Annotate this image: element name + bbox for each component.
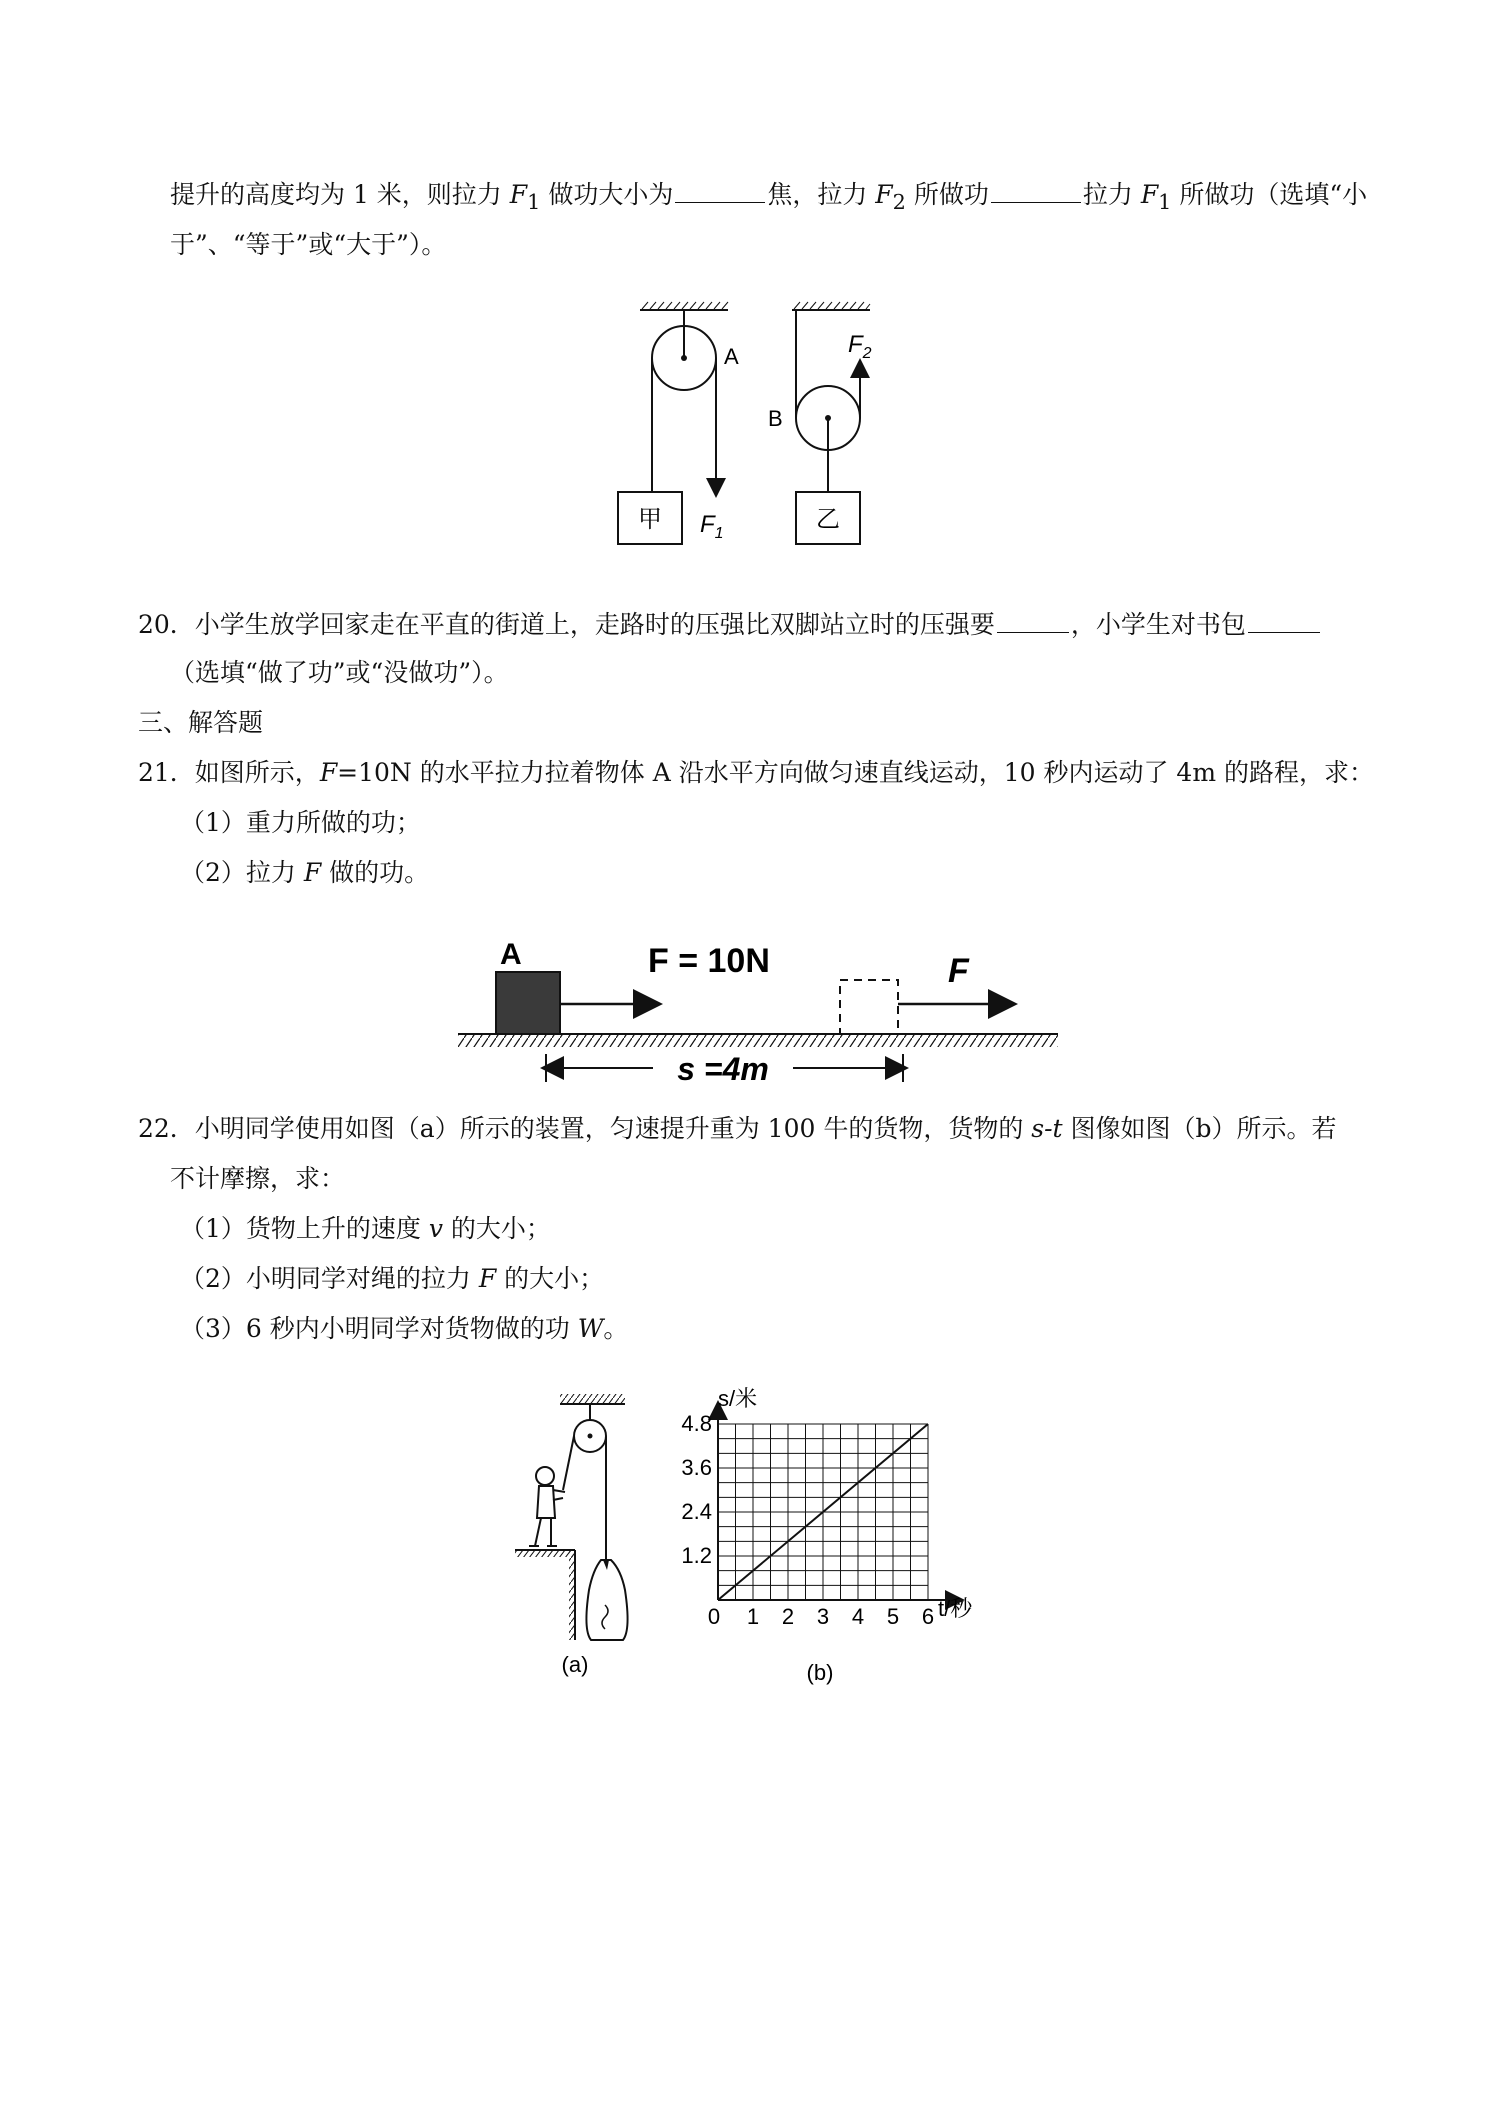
person-icon [529, 1467, 565, 1546]
pulley-figure [600, 300, 900, 555]
ground-hatch [458, 1035, 1058, 1047]
pull-figure [448, 930, 1068, 1090]
q21-line-1: 21．如图所示，F=10N 的水平拉力拉着物体 A 沿水平方向做匀速直线运动，10 秒内运动了 4m 的路程，求： [138, 758, 1374, 787]
label-f1: $F_1$ [700, 511, 724, 542]
q21-sub-2: （2）拉力 F 做的功。 [180, 858, 430, 887]
label-f2: $F_2$ [848, 331, 872, 362]
x-tick-label: 4 [851, 1604, 865, 1629]
y-tick-label: 2.4 [681, 1499, 712, 1524]
q19-line-1: 提升的高度均为 1 米，则拉力 $F_1$ 做功大小为 焦，拉力 $F_2$ 所做功 拉力 $F_1$ 所做功（选填“小 [170, 180, 1368, 214]
q20-line-1: 20．小学生放学回家走在平直的街道上，走路时的压强比双脚站立时的压强要 ，小学生对书包 [138, 608, 1322, 642]
distance-label: s =4m [677, 1051, 769, 1087]
box-yi-label: 乙 [816, 506, 840, 533]
answer-blank-compare[interactable] [991, 180, 1081, 203]
label-a: A [724, 344, 739, 369]
ceiling-left [640, 302, 728, 310]
block-a [496, 972, 560, 1034]
answer-blank-pressure[interactable] [997, 610, 1069, 633]
fixed-pulley-a [652, 310, 716, 492]
label-block-a: A [500, 938, 522, 971]
y-tick-label: 3.6 [681, 1455, 712, 1480]
q21-sub-1: （1）重力所做的功； [180, 808, 421, 837]
q22-line-1: 22．小明同学使用如图（a）所示的装置，匀速提升重为 100 牛的货物，货物的 s-t 图像如图（b）所示。若 [138, 1114, 1337, 1143]
cargo-bag-icon [586, 1560, 627, 1640]
figure-a-person-pulley [505, 1390, 645, 1680]
x-tick-label: 3 [816, 1604, 830, 1629]
figure-b-st-chart [660, 1380, 1000, 1690]
caption-a: (a) [561, 1652, 589, 1677]
chart-xlabel: t/秒 [938, 1596, 973, 1621]
x-tick-label: 5 [886, 1604, 900, 1629]
caption-b: (b) [806, 1660, 834, 1685]
q22-sub-2: （2）小明同学对绳的拉力 F 的大小； [180, 1264, 605, 1293]
x-tick-label: 0 [707, 1604, 721, 1629]
force-label-right: F [948, 952, 969, 990]
q19-line-2: 于”、“等于”或“大于”）。 [170, 230, 447, 259]
x-tick-label: 1 [746, 1604, 760, 1629]
x-tick-label: 2 [781, 1604, 795, 1629]
q22-sub-1: （1）货物上升的速度 v 的大小； [180, 1214, 551, 1243]
ceiling-right [792, 302, 870, 310]
answer-blank-work-f1[interactable] [675, 180, 765, 203]
q20-line-2: （选填“做了功”或“没做功”）。 [170, 658, 509, 687]
block-a-final-dashed [840, 980, 898, 1034]
answer-blank-bag-work[interactable] [1248, 610, 1320, 633]
label-b: B [768, 406, 783, 431]
y-tick-label: 1.2 [681, 1543, 712, 1568]
force-label: F = 10N [648, 942, 770, 980]
box-jia-label: 甲 [638, 506, 662, 533]
section-title: 三、解答题 [138, 708, 264, 737]
q22-line-2: 不计摩擦，求： [170, 1164, 346, 1193]
q22-sub-3: （3）6 秒内小明同学对货物做的功 W。 [180, 1314, 629, 1343]
y-tick-label: 4.8 [681, 1411, 712, 1436]
chart-ylabel: s/米 [718, 1386, 758, 1411]
x-tick-label: 6 [921, 1604, 935, 1629]
